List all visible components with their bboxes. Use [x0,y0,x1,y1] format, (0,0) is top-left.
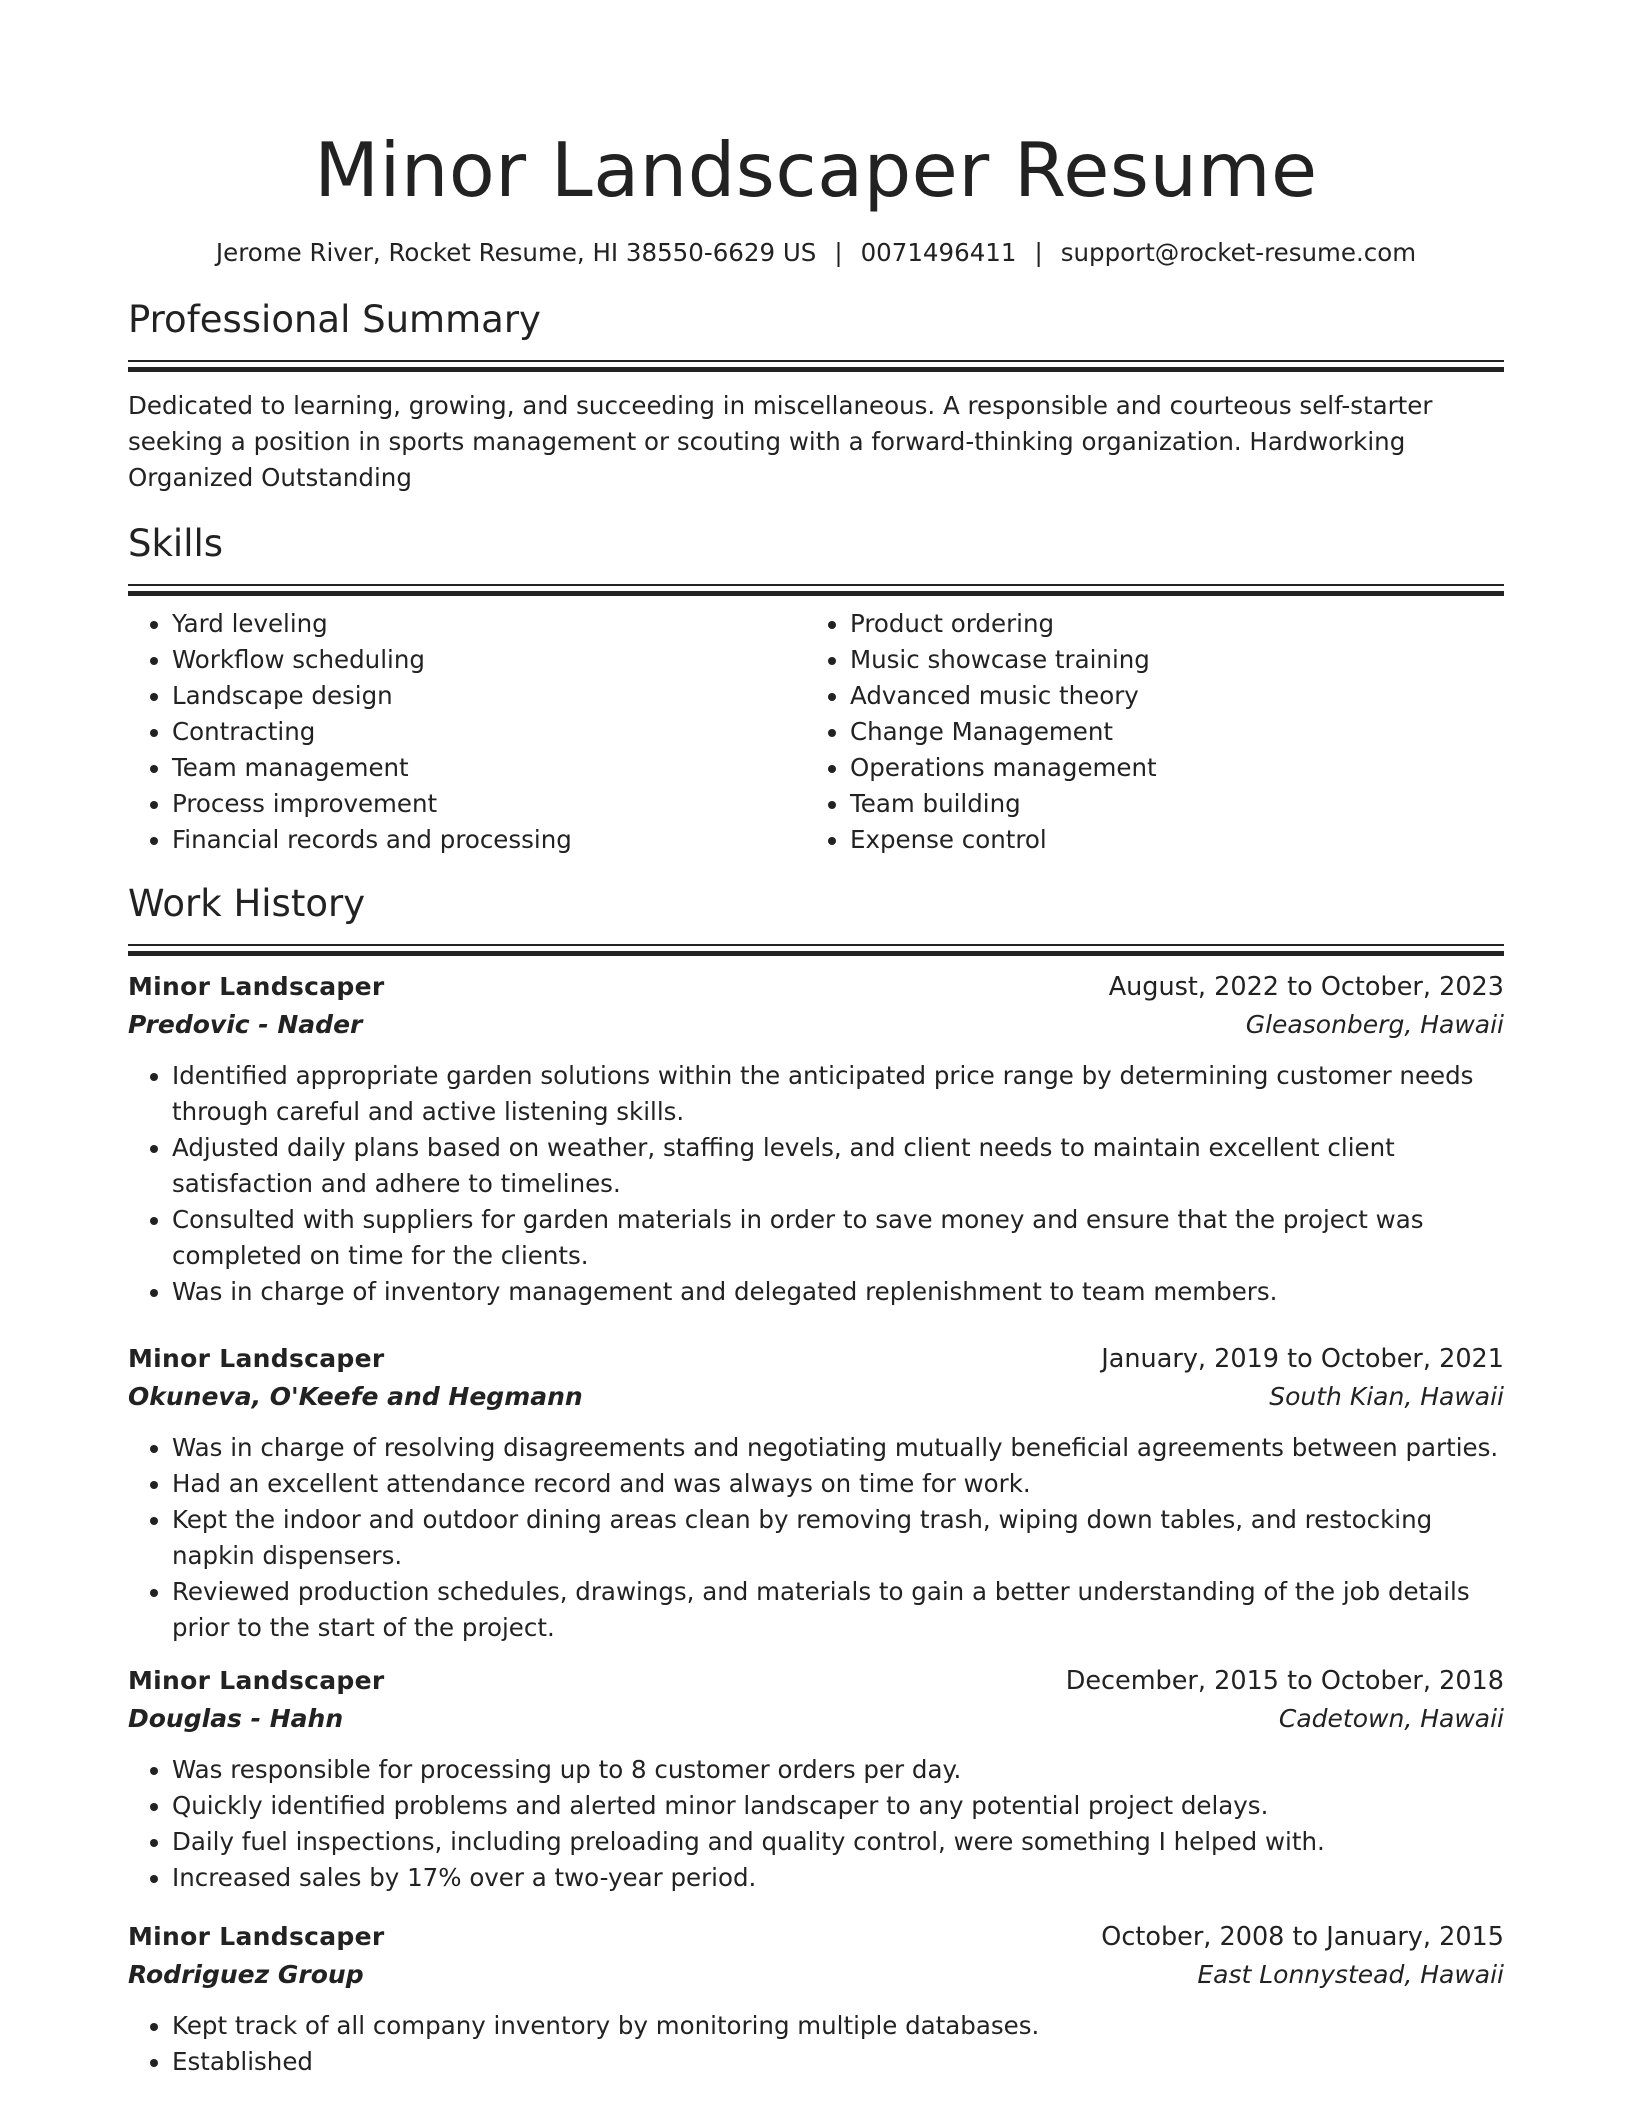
job-bullet: • Quickly identified problems and alerted minor landscaper to any potential project delays. [172,1788,1504,1824]
skills-heading: Skills [128,522,224,565]
job-company: Predovic - Nader [128,1010,363,1039]
job-company: Okuneva, O'Keefe and Hegmann [128,1382,583,1411]
job-title: Minor Landscaper [128,972,385,1001]
job-location: East Lonnystead, Hawaii [1197,1960,1504,1989]
job-bullet: • Had an excellent attendance record and was always on time for work. [172,1466,1504,1502]
job-title: Minor Landscaper [128,1344,385,1373]
skill-item: • Landscape design [172,678,806,714]
job-dates: October, 2008 to January, 2015 [1101,1922,1504,1952]
job-bullet: • Was in charge of inventory management and delegated replenishment to team members. [172,1274,1504,1310]
skills-list [128,606,1504,858]
skill-item: • Team management [172,750,806,786]
resume-page [128,0,1504,2080]
job-company: Douglas - Hahn [128,1704,344,1733]
contact-separator: | [1034,238,1043,267]
job-company: Rodriguez Group [128,1960,364,1989]
job-location: Gleasonberg, Hawaii [1245,1010,1504,1039]
job-bullet: • Identified appropriate garden solutions within the anticipated price range by determining customer needs through careful and active listening skills. [172,1058,1504,1130]
section-divider [128,944,1504,956]
resume-title: Minor Landscaper Resume [314,126,1318,214]
job-entry [128,968,1504,1310]
job-entry [128,1662,1504,1896]
job-dates: December, 2015 to October, 2018 [1065,1666,1504,1696]
work-history-section [128,882,1504,2080]
job-bullet: • Increased sales by 17% over a two-year period. [172,1860,1504,1896]
section-divider [128,584,1504,596]
skill-item: • Advanced music theory [850,678,1484,714]
contact-separator: | [834,238,843,267]
summary-section [128,298,1504,496]
skills-column-left [128,606,806,858]
job-title: Minor Landscaper [128,1666,385,1695]
skill-item: • Process improvement [172,786,806,822]
section-divider [128,360,1504,372]
contact-line [128,236,1504,270]
job-bullets [128,2008,1504,2080]
job-location: South Kian, Hawaii [1269,1382,1504,1411]
job-bullet: • Established [172,2044,1504,2080]
skills-column-right [806,606,1484,858]
job-entry [128,1340,1504,1646]
summary-text: Dedicated to learning, growing, and succeeding in miscellaneous. A responsible and courteous self-starter seeking a position in sports management or scouting with a forward-thinking organization. Hardworking Organized Outstanding [128,391,1433,492]
skill-item: • Product ordering [850,606,1484,642]
job-bullet: • Kept the indoor and outdoor dining areas clean by removing trash, wiping down tables, and restocking napkin dispensers. [172,1502,1504,1574]
skill-item: • Operations management [850,750,1484,786]
job-dates: January, 2019 to October, 2021 [1101,1344,1504,1374]
job-bullet: • Was in charge of resolving disagreements and negotiating mutually beneficial agreements between parties. [172,1430,1504,1466]
skill-item: • Financial records and processing [172,822,806,858]
job-bullets [128,1058,1504,1310]
contact-address: Jerome River, Rocket Resume, HI 38550-6629 US [215,238,817,267]
skill-item: • Music showcase training [850,642,1484,678]
skill-item: • Team building [850,786,1484,822]
job-entry [128,1918,1504,2080]
job-bullet: • Adjusted daily plans based on weather, staffing levels, and client needs to maintain excellent client satisfaction and adhere to timelines. [172,1130,1504,1202]
job-bullet: • Reviewed production schedules, drawings, and materials to gain a better understanding of the job details prior to the start of the project. [172,1574,1504,1646]
skill-item: • Expense control [850,822,1484,858]
job-bullets [128,1430,1504,1646]
skill-item: • Yard leveling [172,606,806,642]
job-bullet: • Consulted with suppliers for garden materials in order to save money and ensure that the project was completed on time for the clients. [172,1202,1504,1274]
contact-email[interactable]: support@rocket-resume.com [1060,238,1417,267]
work-history-heading: Work History [128,882,366,925]
skill-item: • Change Management [850,714,1484,750]
summary-heading: Professional Summary [128,298,541,341]
job-location: Cadetown, Hawaii [1278,1704,1504,1733]
job-bullet: • Daily fuel inspections, including preloading and quality control, were something I helped with. [172,1824,1504,1860]
job-title: Minor Landscaper [128,1922,385,1951]
job-bullet: • Kept track of all company inventory by monitoring multiple databases. [172,2008,1504,2044]
skill-item: • Contracting [172,714,806,750]
job-dates: August, 2022 to October, 2023 [1108,972,1504,1002]
job-bullets [128,1752,1504,1896]
skill-item: • Workflow scheduling [172,642,806,678]
skills-section [128,522,1504,858]
job-bullet: • Was responsible for processing up to 8 customer orders per day. [172,1752,1504,1788]
contact-phone: 0071496411 [860,238,1017,267]
